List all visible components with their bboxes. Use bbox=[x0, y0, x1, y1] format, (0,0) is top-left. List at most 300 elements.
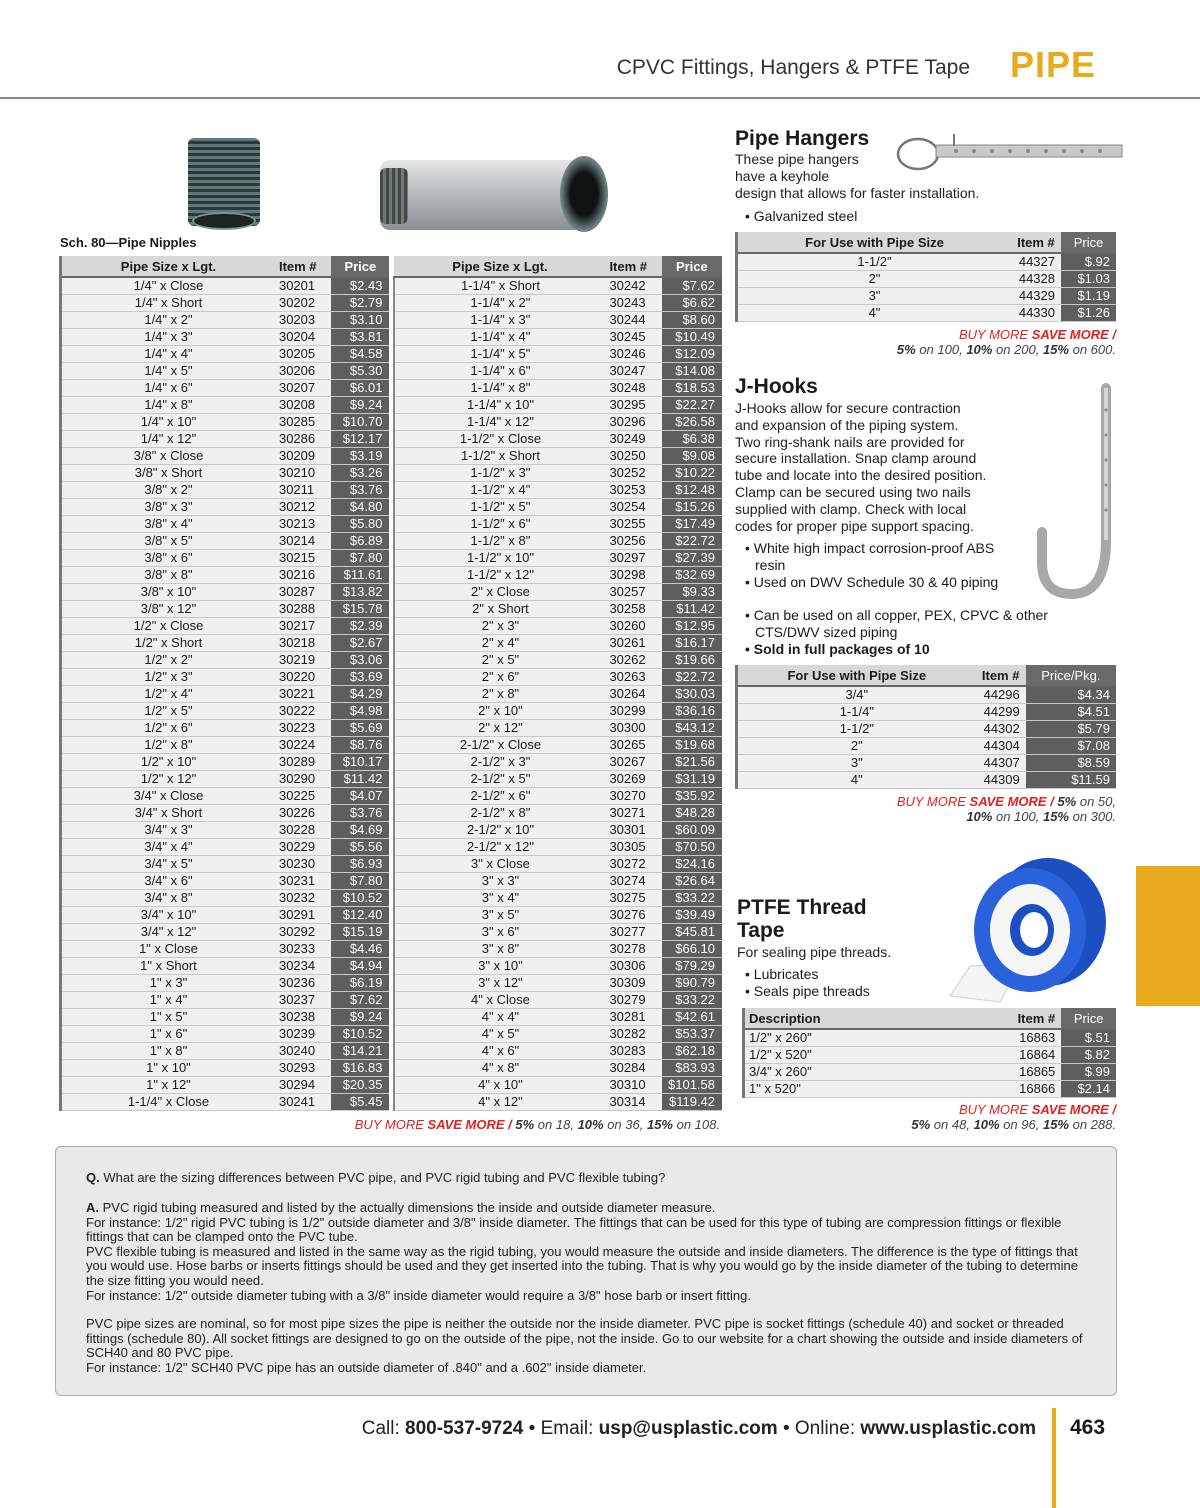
item-number-cell: 30207 bbox=[275, 380, 331, 397]
item-number-cell: 30296 bbox=[605, 414, 661, 431]
jhooks-bullets-2 bbox=[743, 607, 1123, 657]
item-number-cell: 30292 bbox=[275, 924, 331, 941]
price-cell: $39.49 bbox=[662, 907, 722, 924]
size-cell: 4" bbox=[737, 305, 1012, 322]
pipe-size-cell: 3/4" x 8" bbox=[61, 890, 275, 907]
price-cell: $24.16 bbox=[662, 856, 722, 873]
item-number-cell: 30208 bbox=[275, 397, 331, 414]
pipe-size-cell: 3/8" x 10" bbox=[61, 584, 275, 601]
pipe-size-cell: 4" x 6" bbox=[394, 1043, 605, 1060]
item-number-cell: 30263 bbox=[605, 669, 661, 686]
price-cell: $9.24 bbox=[331, 397, 389, 414]
table-row bbox=[61, 1094, 723, 1111]
list-item: • White high impact corrosion-proof ABS resin bbox=[743, 540, 1003, 574]
price-cell: $17.49 bbox=[662, 516, 722, 533]
price-cell: $26.58 bbox=[662, 414, 722, 431]
pipe-size-cell: 1-1/4" x 12" bbox=[394, 414, 605, 431]
table-row bbox=[744, 1081, 1117, 1098]
price-cell: $4.29 bbox=[331, 686, 389, 703]
price-cell: $16.17 bbox=[662, 635, 722, 652]
col-header-price: Price bbox=[331, 256, 389, 277]
list-item: • Galvanized steel bbox=[743, 208, 857, 225]
price-cell: $11.42 bbox=[331, 771, 389, 788]
item-number-cell: 30212 bbox=[275, 499, 331, 516]
pipe-size-cell: 2" x 12" bbox=[394, 720, 605, 737]
table-row bbox=[61, 1060, 723, 1077]
table-row bbox=[61, 805, 723, 822]
table-row bbox=[61, 380, 723, 397]
j-hook-image bbox=[1028, 380, 1118, 602]
price-cell: $3.76 bbox=[331, 805, 389, 822]
price-cell: $1.26 bbox=[1061, 305, 1116, 322]
price-cell: $60.09 bbox=[662, 822, 722, 839]
jhooks-buy-more-2: 10% on 100, 15% on 300. bbox=[966, 809, 1116, 824]
item-number-cell: 30291 bbox=[275, 907, 331, 924]
price-cell: $12.17 bbox=[331, 431, 389, 448]
price-cell: $27.39 bbox=[662, 550, 722, 567]
email-link[interactable]: usp@usplastic.com bbox=[598, 1418, 778, 1439]
price-cell: $7.62 bbox=[331, 992, 389, 1009]
item-number-cell: 30218 bbox=[275, 635, 331, 652]
price-cell: $32.69 bbox=[662, 567, 722, 584]
item-number-cell: 30310 bbox=[605, 1077, 661, 1094]
price-cell: $2.39 bbox=[331, 618, 389, 635]
price-cell: $5.79 bbox=[1026, 721, 1116, 738]
item-number-cell: 30295 bbox=[605, 397, 661, 414]
price-cell: $4.69 bbox=[331, 822, 389, 839]
item-number-cell: 30255 bbox=[605, 516, 661, 533]
pipe-size-cell: 1/2" x 4" bbox=[61, 686, 275, 703]
price-cell: $8.60 bbox=[662, 312, 722, 329]
ptfe-title: PTFE Thread Tape bbox=[737, 896, 867, 942]
item-number-cell: 30225 bbox=[275, 788, 331, 805]
price-cell: $12.09 bbox=[662, 346, 722, 363]
table-row bbox=[61, 618, 723, 635]
pipe-size-cell: 3/4" x 4" bbox=[61, 839, 275, 856]
item-number-cell: 30264 bbox=[605, 686, 661, 703]
item-number-cell: 16865 bbox=[1011, 1064, 1061, 1081]
pipe-size-cell: 1/2" x Close bbox=[61, 618, 275, 635]
price-cell: $4.07 bbox=[331, 788, 389, 805]
pipe-size-cell: 3/8" x Short bbox=[61, 465, 275, 482]
table-row bbox=[61, 397, 723, 414]
hangers-buy-more-2: 5% on 100, 10% on 200, 15% on 600. bbox=[896, 342, 1116, 357]
pipe-size-cell: 2" x Close bbox=[394, 584, 605, 601]
pipe-size-cell: 1-1/2" x 6" bbox=[394, 516, 605, 533]
jhooks-buy-more-1: BUY MORE SAVE MORE / 5% on 50, bbox=[896, 794, 1116, 809]
price-cell: $3.26 bbox=[331, 465, 389, 482]
header-rule bbox=[0, 97, 1200, 99]
size-cell: 2" bbox=[737, 271, 1012, 288]
price-cell: $33.22 bbox=[662, 992, 722, 1009]
pipe-size-cell: 3/8" x 4" bbox=[61, 516, 275, 533]
item-number-cell: 44296 bbox=[976, 686, 1026, 704]
price-cell: $10.52 bbox=[331, 890, 389, 907]
price-cell: $9.08 bbox=[662, 448, 722, 465]
pipe-size-cell: 2" x 5" bbox=[394, 652, 605, 669]
ptfe-buy-more-2: 5% on 48, 10% on 96, 15% on 288. bbox=[911, 1117, 1116, 1132]
item-number-cell: 30230 bbox=[275, 856, 331, 873]
price-cell: $10.70 bbox=[331, 414, 389, 431]
item-number-cell: 30214 bbox=[275, 533, 331, 550]
price-cell: $79.29 bbox=[662, 958, 722, 975]
size-cell: 4" bbox=[737, 772, 976, 789]
price-cell: $36.16 bbox=[662, 703, 722, 720]
item-number-cell: 30301 bbox=[605, 822, 661, 839]
pipe-size-cell: 2" x 3" bbox=[394, 618, 605, 635]
hangers-description: These pipe hangers have a keyhole design that allows for faster installation. bbox=[735, 151, 980, 201]
table-row bbox=[61, 992, 723, 1009]
pipe-size-cell: 3/4" x Close bbox=[61, 788, 275, 805]
item-number-cell: 30279 bbox=[605, 992, 661, 1009]
item-number-cell: 30226 bbox=[275, 805, 331, 822]
price-cell: $6.19 bbox=[331, 975, 389, 992]
pipe-size-cell: 2" x 4" bbox=[394, 635, 605, 652]
table-row bbox=[61, 277, 723, 295]
nipples-label: Sch. 80—Pipe Nipples bbox=[60, 235, 197, 250]
pipe-size-cell: 1-1/2" x 3" bbox=[394, 465, 605, 482]
item-number-cell: 30201 bbox=[275, 277, 331, 295]
item-number-cell: 44327 bbox=[1011, 253, 1061, 271]
page-number: 463 bbox=[1070, 1416, 1106, 1439]
item-number-cell: 30271 bbox=[605, 805, 661, 822]
item-number-cell: 30209 bbox=[275, 448, 331, 465]
size-cell: 1/2" x 260" bbox=[744, 1029, 1012, 1047]
item-number-cell: 30256 bbox=[605, 533, 661, 550]
price-cell: $6.38 bbox=[662, 431, 722, 448]
table-row bbox=[61, 1009, 723, 1026]
size-cell: 1-1/2" bbox=[737, 721, 976, 738]
item-number-cell: 30270 bbox=[605, 788, 661, 805]
pipe-size-cell: 3/4" x Short bbox=[61, 805, 275, 822]
pipe-size-cell: 1-1/2" x Short bbox=[394, 448, 605, 465]
pipe-size-cell: 3" x 4" bbox=[394, 890, 605, 907]
item-number-cell: 30237 bbox=[275, 992, 331, 1009]
item-number-cell: 30297 bbox=[605, 550, 661, 567]
pipe-size-cell: 1-1/4" x 3" bbox=[394, 312, 605, 329]
pipe-size-cell: 1-1/2" x 10" bbox=[394, 550, 605, 567]
phone-number[interactable]: 800-537-9724 bbox=[405, 1418, 524, 1439]
section-label: PIPE bbox=[1010, 44, 1097, 85]
pipe-size-cell: 1" x 5" bbox=[61, 1009, 275, 1026]
price-cell: $6.93 bbox=[331, 856, 389, 873]
table-row bbox=[61, 1043, 723, 1060]
pipe-size-cell: 2-1/2" x 6" bbox=[394, 788, 605, 805]
ptfe-bullets bbox=[743, 966, 870, 1000]
item-number-cell: 30281 bbox=[605, 1009, 661, 1026]
price-cell: $6.01 bbox=[331, 380, 389, 397]
price-cell: $10.52 bbox=[331, 1026, 389, 1043]
table-row bbox=[61, 414, 723, 431]
item-number-cell: 30228 bbox=[275, 822, 331, 839]
col-header-item: Item # bbox=[275, 256, 331, 277]
size-cell: 1" x 520" bbox=[744, 1081, 1012, 1098]
item-number-cell: 30234 bbox=[275, 958, 331, 975]
jhooks-title: J-Hooks bbox=[735, 375, 818, 398]
price-cell: $43.12 bbox=[662, 720, 722, 737]
item-number-cell: 30244 bbox=[605, 312, 661, 329]
price-cell: $4.98 bbox=[331, 703, 389, 720]
pipe-size-cell: 2-1/2" x 8" bbox=[394, 805, 605, 822]
pipe-size-cell: 2-1/2" x 5" bbox=[394, 771, 605, 788]
item-number-cell: 30202 bbox=[275, 295, 331, 312]
pipe-size-cell: 1/2" x 10" bbox=[61, 754, 275, 771]
price-cell: $3.81 bbox=[331, 329, 389, 346]
price-cell: $19.66 bbox=[662, 652, 722, 669]
size-cell: 3/4" bbox=[737, 686, 976, 704]
item-number-cell: 30275 bbox=[605, 890, 661, 907]
item-number-cell: 30276 bbox=[605, 907, 661, 924]
item-number-cell: 16863 bbox=[1011, 1029, 1061, 1047]
item-number-cell: 30290 bbox=[275, 771, 331, 788]
item-number-cell: 30238 bbox=[275, 1009, 331, 1026]
item-number-cell: 30240 bbox=[275, 1043, 331, 1060]
item-number-cell: 30287 bbox=[275, 584, 331, 601]
pipe-size-cell: 1-1/2" x 4" bbox=[394, 482, 605, 499]
price-cell: $3.19 bbox=[331, 448, 389, 465]
pipe-size-cell: 4" x 10" bbox=[394, 1077, 605, 1094]
item-number-cell: 30245 bbox=[605, 329, 661, 346]
price-cell: $8.76 bbox=[331, 737, 389, 754]
price-cell: $11.42 bbox=[662, 601, 722, 618]
item-number-cell: 30236 bbox=[275, 975, 331, 992]
price-cell: $33.22 bbox=[662, 890, 722, 907]
item-number-cell: 30284 bbox=[605, 1060, 661, 1077]
price-cell: $2.14 bbox=[1061, 1081, 1116, 1098]
price-cell: $10.49 bbox=[662, 329, 722, 346]
price-cell: $.92 bbox=[1061, 253, 1116, 271]
item-number-cell: 30206 bbox=[275, 363, 331, 380]
pipe-size-cell: 2" x 8" bbox=[394, 686, 605, 703]
price-cell: $7.80 bbox=[331, 550, 389, 567]
list-item: • Sold in full packages of 10 bbox=[743, 641, 1123, 658]
pipe-size-cell: 3/8" x 3" bbox=[61, 499, 275, 516]
pipe-size-cell: 1/4" x Close bbox=[61, 277, 275, 295]
website-link[interactable]: www.usplastic.com bbox=[860, 1418, 1036, 1439]
table-row bbox=[61, 873, 723, 890]
price-cell: $1.19 bbox=[1061, 288, 1116, 305]
table-row bbox=[61, 635, 723, 652]
pipe-size-cell: 2" x 10" bbox=[394, 703, 605, 720]
table-row bbox=[61, 431, 723, 448]
ptfe-table: Description Item # Price 1/2" x 260" 16863 $.51 1/2" x 520" 16864 $.82 3/4" x 260" 16865 $.99 1" x 520" 16866 $2.14 bbox=[742, 1008, 1116, 1098]
nipples-table bbox=[59, 256, 722, 1111]
item-number-cell: 30265 bbox=[605, 737, 661, 754]
hangers-buy-more-1: BUY MORE SAVE MORE / bbox=[959, 327, 1116, 342]
price-cell: $42.61 bbox=[662, 1009, 722, 1026]
item-number-cell: 44329 bbox=[1011, 288, 1061, 305]
pipe-size-cell: 1" x Short bbox=[61, 958, 275, 975]
table-row bbox=[61, 822, 723, 839]
item-number-cell: 30243 bbox=[605, 295, 661, 312]
pipe-size-cell: 1" x 3" bbox=[61, 975, 275, 992]
item-number-cell: 30254 bbox=[605, 499, 661, 516]
price-cell: $15.26 bbox=[662, 499, 722, 516]
item-number-cell: 30217 bbox=[275, 618, 331, 635]
pipe-size-cell: 1-1/4" x 8" bbox=[394, 380, 605, 397]
jhooks-bullets bbox=[743, 540, 1003, 590]
pipe-size-cell: 1/2" x 12" bbox=[61, 771, 275, 788]
jhooks-table: For Use with Pipe Size Item # Price/Pkg. 3/4" 44296 $4.34 1-1/4" 44299 $4.51 1-1/2" 44302 $5.79 2" 44304 $7.08 3" 44307 $8.59 4" 44309 $11.59 bbox=[735, 665, 1116, 789]
item-number-cell: 30239 bbox=[275, 1026, 331, 1043]
table-row bbox=[61, 890, 723, 907]
item-number-cell: 30299 bbox=[605, 703, 661, 720]
item-number-cell: 30210 bbox=[275, 465, 331, 482]
item-number-cell: 44330 bbox=[1011, 305, 1061, 322]
table-row bbox=[61, 737, 723, 754]
price-cell: $31.19 bbox=[662, 771, 722, 788]
item-number-cell: 30211 bbox=[275, 482, 331, 499]
item-number-cell: 30242 bbox=[605, 277, 661, 295]
price-cell: $22.72 bbox=[662, 669, 722, 686]
size-cell: 3" bbox=[737, 755, 976, 772]
table-row bbox=[737, 686, 1117, 704]
item-number-cell: 44328 bbox=[1011, 271, 1061, 288]
hangers-table: For Use with Pipe Size Item # Price 1-1/2" 44327 $.92 2" 44328 $1.03 3" 44329 $1.19 4" 44330 $1.26 bbox=[735, 232, 1116, 322]
table-row bbox=[61, 516, 723, 533]
item-number-cell: 30305 bbox=[605, 839, 661, 856]
close-nipple-image bbox=[188, 138, 260, 226]
pipe-size-cell: 1-1/2" x 5" bbox=[394, 499, 605, 516]
col-header-item-2: Item # bbox=[605, 256, 661, 277]
pipe-size-cell: 1/2" x 6" bbox=[61, 720, 275, 737]
price-cell: $9.24 bbox=[331, 1009, 389, 1026]
price-cell: $6.89 bbox=[331, 533, 389, 550]
table-row bbox=[737, 772, 1117, 789]
pipe-size-cell: 3" x Close bbox=[394, 856, 605, 873]
table-row bbox=[61, 754, 723, 771]
pipe-size-cell: 1/4" x Short bbox=[61, 295, 275, 312]
item-number-cell: 30241 bbox=[275, 1094, 331, 1111]
table-row bbox=[61, 652, 723, 669]
pipe-size-cell: 1/4" x 3" bbox=[61, 329, 275, 346]
size-cell: 1/2" x 520" bbox=[744, 1047, 1012, 1064]
item-number-cell: 44307 bbox=[976, 755, 1026, 772]
table-row bbox=[737, 253, 1117, 271]
price-cell: $70.50 bbox=[662, 839, 722, 856]
table-row bbox=[61, 703, 723, 720]
table-row bbox=[61, 856, 723, 873]
pipe-size-cell: 3/4" x 3" bbox=[61, 822, 275, 839]
long-nipple-thread bbox=[380, 168, 408, 224]
pipe-size-cell: 3" x 12" bbox=[394, 975, 605, 992]
price-cell: $4.34 bbox=[1026, 686, 1116, 704]
price-cell: $16.83 bbox=[331, 1060, 389, 1077]
pipe-size-cell: 1/4" x 8" bbox=[61, 397, 275, 414]
size-cell: 1-1/2" bbox=[737, 253, 1012, 271]
pipe-size-cell: 1" x 6" bbox=[61, 1026, 275, 1043]
item-number-cell: 30283 bbox=[605, 1043, 661, 1060]
price-cell: $18.53 bbox=[662, 380, 722, 397]
price-cell: $3.10 bbox=[331, 312, 389, 329]
item-number-cell: 30261 bbox=[605, 635, 661, 652]
pipe-size-cell: 1" x Close bbox=[61, 941, 275, 958]
table-row bbox=[737, 721, 1117, 738]
table-row bbox=[61, 771, 723, 788]
pipe-size-cell: 3/8" x Close bbox=[61, 448, 275, 465]
price-cell: $11.61 bbox=[331, 567, 389, 584]
item-number-cell: 30246 bbox=[605, 346, 661, 363]
pipe-size-cell: 1/2" x 5" bbox=[61, 703, 275, 720]
price-cell: $5.80 bbox=[331, 516, 389, 533]
table-row bbox=[61, 312, 723, 329]
hangers-bullets bbox=[743, 208, 857, 225]
table-row bbox=[61, 329, 723, 346]
pipe-size-cell: 2-1/2" x 10" bbox=[394, 822, 605, 839]
table-row bbox=[61, 924, 723, 941]
pipe-size-cell: 1-1/4" x Close bbox=[61, 1094, 275, 1111]
item-number-cell: 30213 bbox=[275, 516, 331, 533]
price-cell: $20.35 bbox=[331, 1077, 389, 1094]
price-cell: $4.51 bbox=[1026, 704, 1116, 721]
table-row bbox=[61, 448, 723, 465]
price-cell: $4.58 bbox=[331, 346, 389, 363]
item-number-cell: 30216 bbox=[275, 567, 331, 584]
price-cell: $21.56 bbox=[662, 754, 722, 771]
item-number-cell: 30260 bbox=[605, 618, 661, 635]
price-cell: $62.18 bbox=[662, 1043, 722, 1060]
pipe-size-cell: 3/8" x 12" bbox=[61, 601, 275, 618]
footer-contact: Call: 800-537-9724 • Email: usp@usplastic.com • Online: www.usplastic.com bbox=[361, 1418, 1036, 1439]
item-number-cell: 30272 bbox=[605, 856, 661, 873]
pipe-size-cell: 1-1/4" x 2" bbox=[394, 295, 605, 312]
item-number-cell: 30249 bbox=[605, 431, 661, 448]
price-cell: $22.72 bbox=[662, 533, 722, 550]
table-row bbox=[61, 788, 723, 805]
pipe-size-cell: 1" x 8" bbox=[61, 1043, 275, 1060]
pipe-size-cell: 1/2" x 2" bbox=[61, 652, 275, 669]
section-tab bbox=[1136, 866, 1200, 1006]
price-cell: $4.94 bbox=[331, 958, 389, 975]
table-row bbox=[61, 839, 723, 856]
price-cell: $12.95 bbox=[662, 618, 722, 635]
item-number-cell: 30222 bbox=[275, 703, 331, 720]
pipe-size-cell: 3" x 3" bbox=[394, 873, 605, 890]
item-number-cell: 30253 bbox=[605, 482, 661, 499]
item-number-cell: 30282 bbox=[605, 1026, 661, 1043]
pipe-size-cell: 2-1/2" x 3" bbox=[394, 754, 605, 771]
item-number-cell: 16866 bbox=[1011, 1081, 1061, 1098]
pipe-size-cell: 2" x 6" bbox=[394, 669, 605, 686]
jhooks-description: J-Hooks allow for secure contraction and expansion of the piping system. Two ring-shank nails are provided for secure installation. Snap clamp around tube and locate into the desired position. Clamp can be secured using two nails supplied with clamp. Check with local codes for proper pipe support spacing. bbox=[735, 400, 987, 534]
price-cell: $8.59 bbox=[1026, 755, 1116, 772]
pipe-size-cell: 3" x 6" bbox=[394, 924, 605, 941]
item-number-cell: 44304 bbox=[976, 738, 1026, 755]
pipe-size-cell: 1/4" x 10" bbox=[61, 414, 275, 431]
item-number-cell: 30269 bbox=[605, 771, 661, 788]
price-cell: $4.46 bbox=[331, 941, 389, 958]
price-cell: $35.92 bbox=[662, 788, 722, 805]
price-cell: $26.64 bbox=[662, 873, 722, 890]
table-row bbox=[61, 346, 723, 363]
price-cell: $19.68 bbox=[662, 737, 722, 754]
table-row bbox=[737, 271, 1117, 288]
table-row bbox=[61, 686, 723, 703]
table-row bbox=[61, 465, 723, 482]
nipples-table-header bbox=[61, 256, 723, 277]
ptfe-tape-image bbox=[940, 846, 1110, 1006]
pipe-size-cell: 3/8" x 8" bbox=[61, 567, 275, 584]
table-row bbox=[737, 288, 1117, 305]
ptfe-buy-more-1: BUY MORE SAVE MORE / bbox=[959, 1102, 1116, 1117]
pipe-size-cell: 4" x 5" bbox=[394, 1026, 605, 1043]
price-cell: $7.80 bbox=[331, 873, 389, 890]
price-cell: $3.06 bbox=[331, 652, 389, 669]
pipe-size-cell: 1-1/4" x 6" bbox=[394, 363, 605, 380]
pipe-size-cell: 1-1/4" x 4" bbox=[394, 329, 605, 346]
table-row bbox=[737, 704, 1117, 721]
col-header-size: Pipe Size x Lgt. bbox=[61, 256, 275, 277]
